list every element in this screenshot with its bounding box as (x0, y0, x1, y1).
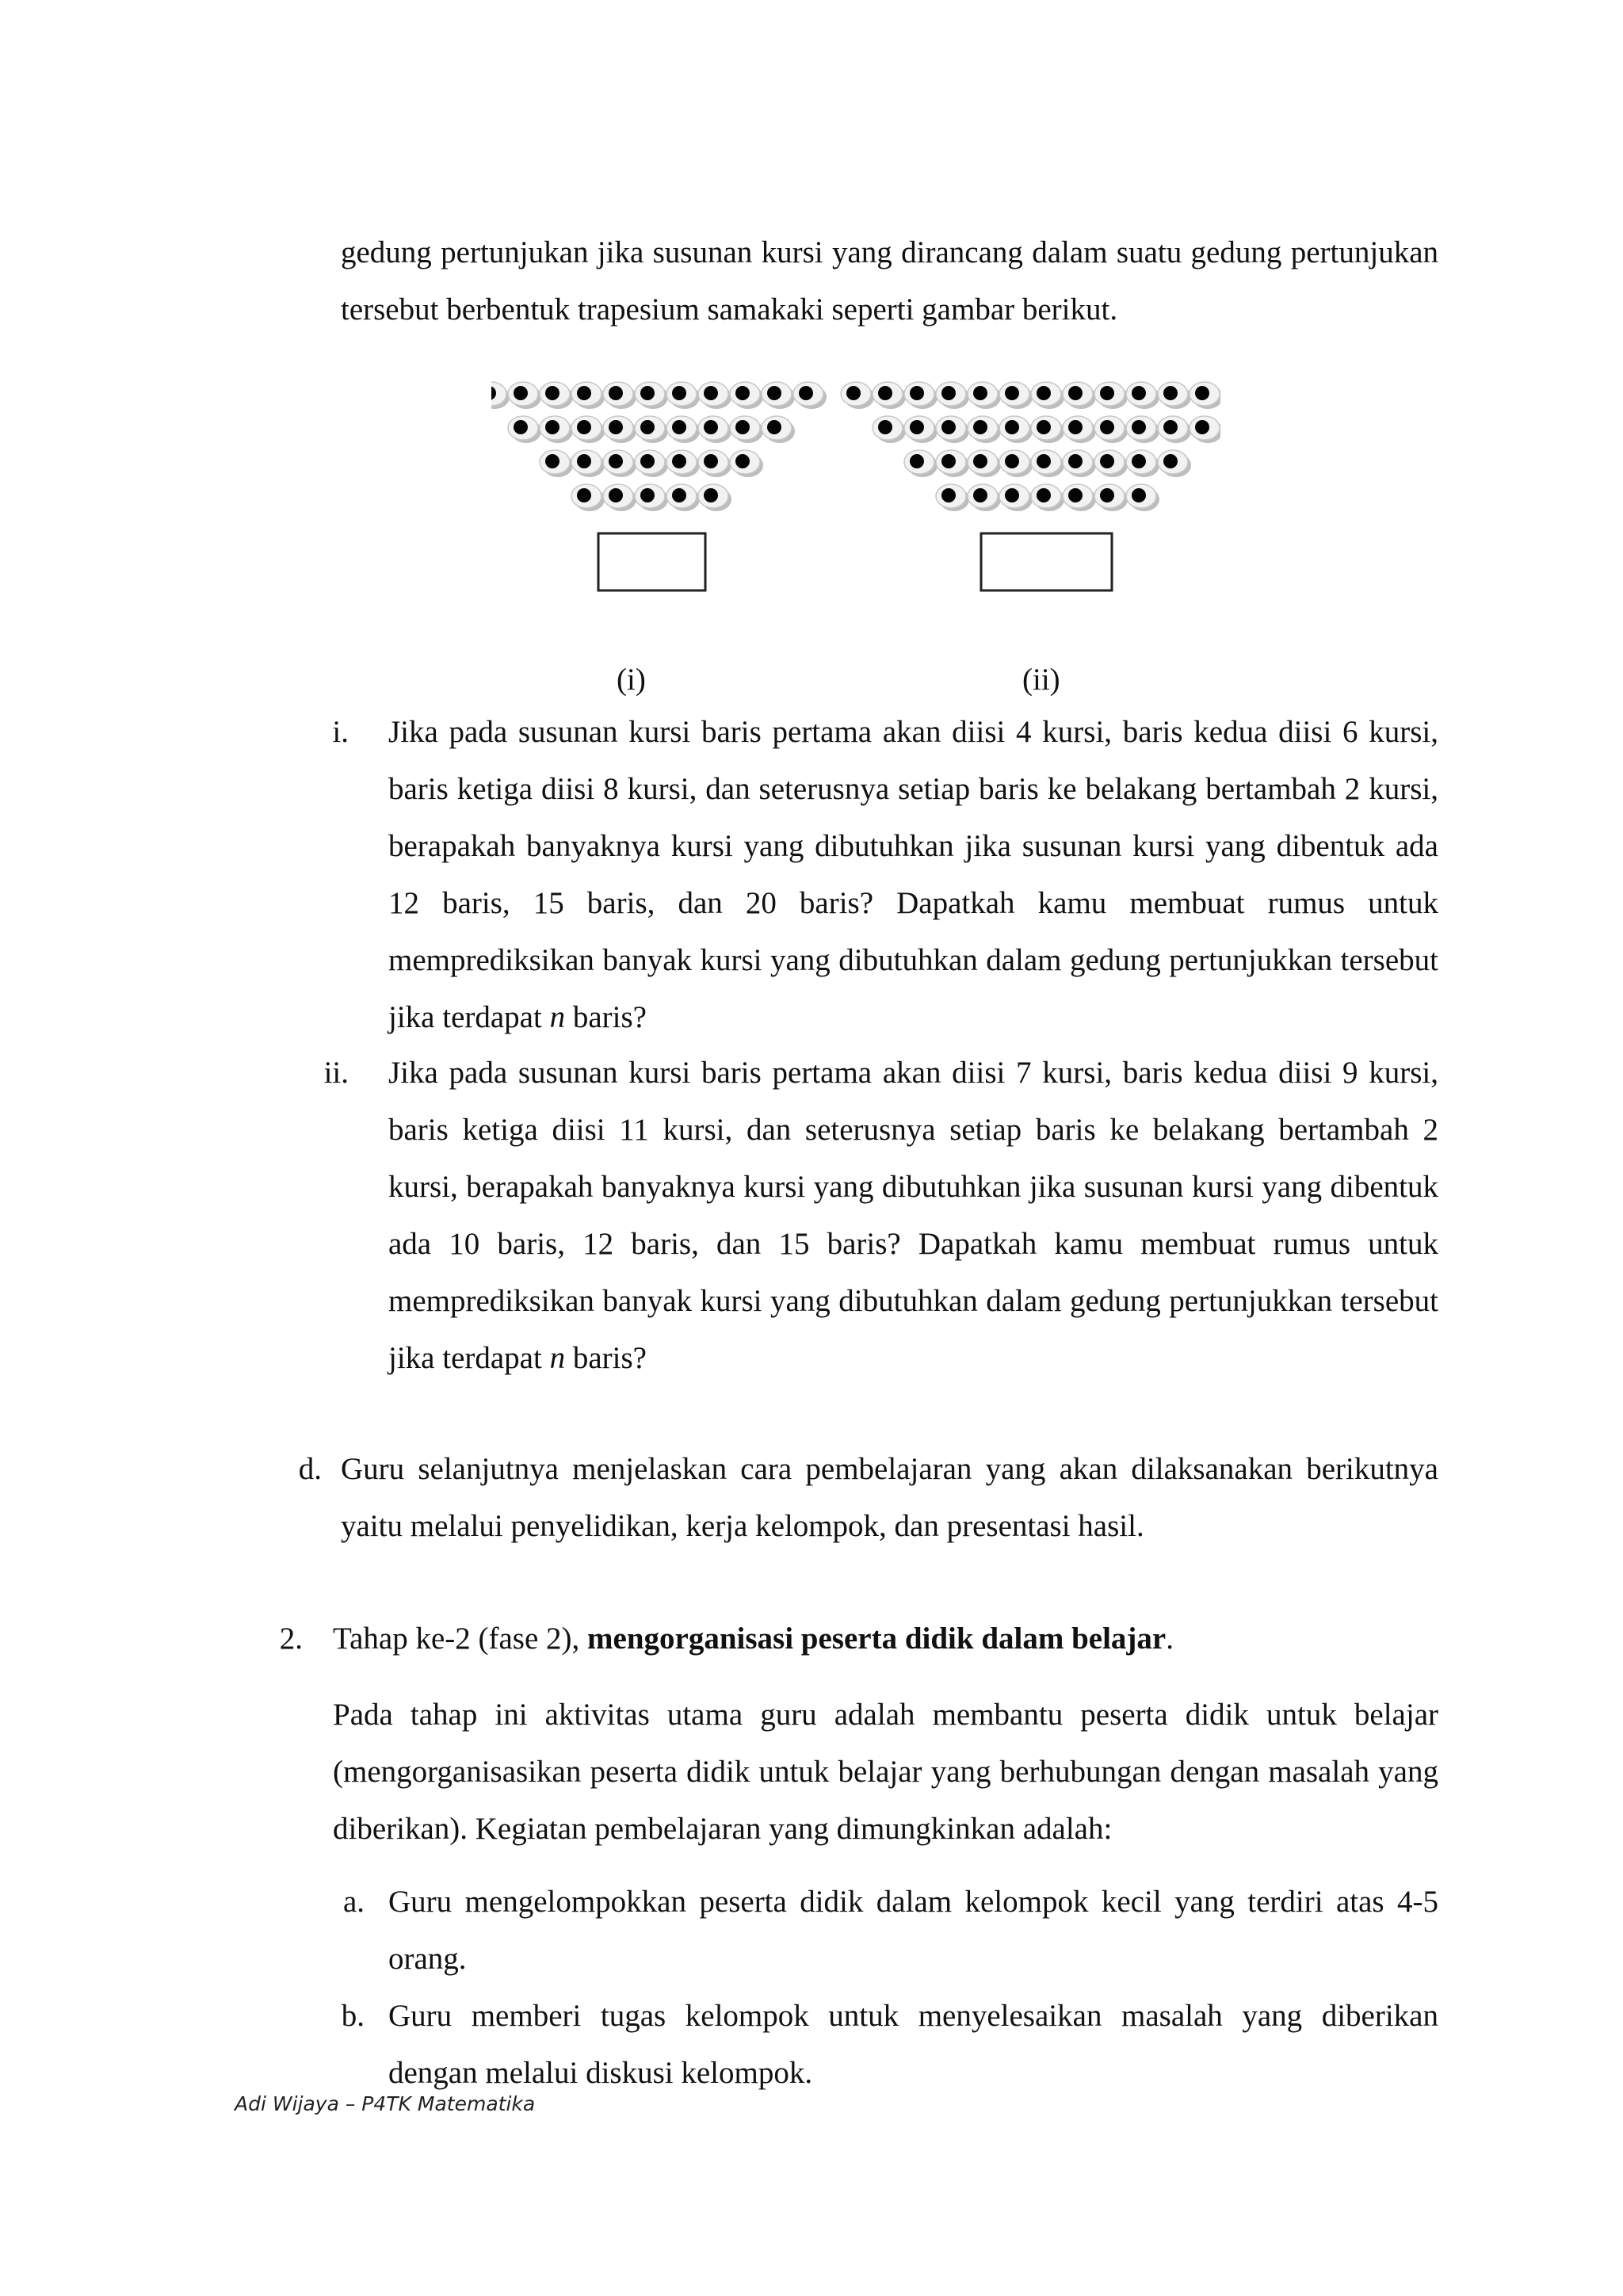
seat-dot (878, 386, 892, 400)
seat-dot (941, 488, 956, 502)
figure-caption-i: (i) (617, 663, 646, 697)
seat-dot (1132, 386, 1146, 400)
seat-dot (704, 454, 718, 468)
seat-dot (640, 420, 655, 434)
question-i-text (388, 704, 1438, 1046)
seat-dot (941, 420, 956, 434)
seat-dot (1005, 454, 1019, 468)
seat-dot (514, 420, 528, 434)
seat-dot (577, 454, 591, 468)
seat-dot (941, 454, 956, 468)
seat-dot (973, 454, 987, 468)
question-label: i. (332, 715, 349, 749)
seat-dot (1163, 454, 1178, 468)
seat-dot (672, 420, 686, 434)
section-2-paragraph: Pada tahap ini aktivitas utama guru adalah membantu peserta didik untuk belajar (mengorganisasikan peserta didik untuk belajar yang berhubungan dengan masalah yang diberikan). Kegiatan pembelajaran yang dimungkinkan adalah: (333, 1698, 1438, 1846)
seat-dot (846, 386, 861, 400)
seat-dot (1100, 488, 1114, 502)
seat-dot (973, 488, 987, 502)
question-text: Jika pada susunan kursi baris pertama akan diisi 7 kursi, baris kedua diisi 9 kursi, baris ketiga diisi 11 kursi, dan seterusnya setiap baris ke belakang bertambah 2 kursi, berapakah banyaknya kursi yang dibutuhkan jika susunan kursi yang dibentuk ada 10 baris, 12 baris, dan 15 baris? Dapatkah kamu membuat rumus untuk memprediksikan banyak kursi yang dibutuhkan dalam gedung pertunjukkan tersebut jika terdapat (388, 1056, 1438, 1375)
seat-dot (1068, 488, 1083, 502)
section-2-label: 2. (279, 1622, 303, 1656)
question-text-end: baris? (572, 1000, 647, 1034)
seat-dot (910, 454, 924, 468)
seat-dot (1005, 488, 1019, 502)
footer-author: Adi Wijaya – P4TK Matematika (235, 2092, 536, 2115)
seat-dot (1132, 420, 1146, 434)
seat-dot (1132, 454, 1146, 468)
stage-box-ii (981, 533, 1112, 590)
seat-dot (545, 454, 559, 468)
seat-dot (545, 386, 559, 400)
seat-dot (1037, 386, 1051, 400)
seat-dot (1037, 454, 1051, 468)
seat-dot (1163, 420, 1178, 434)
seat-dot (577, 488, 591, 502)
seat-dot (973, 386, 987, 400)
seating-arrangement-i (491, 382, 827, 511)
variable-n: n (549, 1000, 566, 1034)
seat-dot (910, 420, 924, 434)
seating-arrangement-ii (841, 382, 1220, 511)
item-b-label: b. (341, 1999, 365, 2033)
item-a-label: a. (342, 1885, 365, 1919)
seat-dot (1037, 488, 1051, 502)
seat-dot (1100, 386, 1114, 400)
variable-n: n (549, 1341, 566, 1375)
question-text-end: baris? (572, 1341, 647, 1375)
seat-dot (609, 454, 623, 468)
seat-dot (799, 386, 813, 400)
seat-dot (514, 386, 528, 400)
seat-dot (767, 386, 781, 400)
seat-dot (545, 420, 559, 434)
seat-dot (672, 454, 686, 468)
seat-dot (640, 454, 655, 468)
seat-dot (609, 420, 623, 434)
item-d-label: d. (298, 1452, 322, 1486)
seat-dot (672, 386, 686, 400)
section-2-title-bold: mengorganisasi peserta didik dalam belajar (587, 1622, 1167, 1656)
section-2-heading: Tahap ke-2 (fase 2), mengorganisasi peserta didik dalam belajar. (333, 1622, 1174, 1656)
seat-dot (1195, 420, 1209, 434)
stage-box-i (598, 533, 705, 590)
seat-dot (735, 420, 750, 434)
seat-dot (735, 454, 750, 468)
seat-dot (640, 488, 655, 502)
seat-dot (609, 386, 623, 400)
seat-dot (577, 386, 591, 400)
question-text: Jika pada susunan kursi baris pertama akan diisi 4 kursi, baris kedua diisi 6 kursi, baris ketiga diisi 8 kursi, dan seterusnya setiap baris ke belakang bertambah 2 kursi, berapakah banyaknya kursi yang dibutuhkan jika susunan kursi yang dibentuk ada 12 baris, 15 baris, dan 20 baris? Dapatkah kamu membuat rumus untuk memprediksikan banyak kursi yang dibutuhkan dalam gedung pertunjukkan tersebut jika terdapat (388, 715, 1438, 1034)
item-b-text: Guru memberi tugas kelompok untuk menyelesaikan masalah yang diberikan dengan melalui diskusi kelompok. (388, 1999, 1438, 2090)
item-a-text: Guru mengelompokkan peserta didik dalam kelompok kecil yang terdiri atas 4-5 orang. (388, 1885, 1438, 1976)
seat-dot (704, 386, 718, 400)
seat-dot (704, 488, 718, 502)
seat-dot (735, 386, 750, 400)
seat-dot (910, 386, 924, 400)
seat-dot (1037, 420, 1051, 434)
seat-dot (767, 420, 781, 434)
seat-dot (1132, 488, 1146, 502)
seat-dot (1068, 420, 1083, 434)
question-ii-text (388, 1045, 1438, 1387)
seat-dot (577, 420, 591, 434)
seat-dot (704, 420, 718, 434)
intro-paragraph: gedung pertunjukan jika susunan kursi yang dirancang dalam suatu gedung pertunjukan tersebut berbentuk trapesium samakaki seperti gambar berikut. (341, 235, 1438, 327)
seat-dot (609, 488, 623, 502)
seat-dot (1100, 420, 1114, 434)
seat-dot (640, 386, 655, 400)
seat-dot (1005, 420, 1019, 434)
seat-dot (1195, 386, 1209, 400)
item-d-text: Guru selanjutnya menjelaskan cara pembelajaran yang akan dilaksanakan berikutnya yaitu melalui penyelidikan, kerja kelompok, dan presentasi hasil. (341, 1452, 1438, 1543)
seat-dot (1100, 454, 1114, 468)
seat-dot (1163, 386, 1178, 400)
seat-dot (941, 386, 956, 400)
seat-dot (1005, 386, 1019, 400)
seat-dot (672, 488, 686, 502)
figure-caption-ii: (ii) (1022, 663, 1060, 697)
seat-dot (878, 420, 892, 434)
seat-dot (1068, 454, 1083, 468)
question-label: ii. (323, 1056, 349, 1090)
seat-dot (1068, 386, 1083, 400)
seat-dot (973, 420, 987, 434)
seating-figure (491, 372, 1220, 610)
